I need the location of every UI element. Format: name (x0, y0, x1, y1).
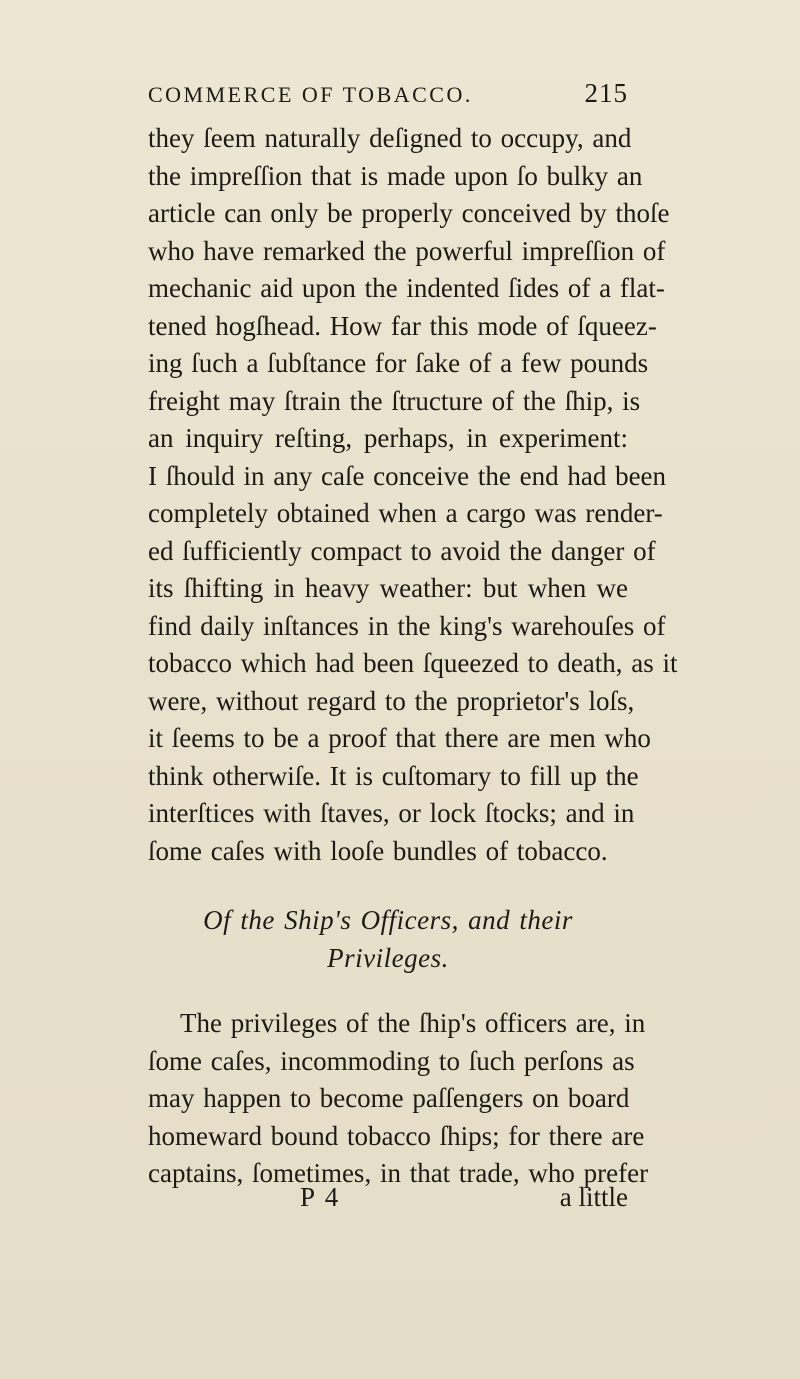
text-line: freight may ſtrain the ſtructure of the ſhip, is (148, 385, 641, 416)
text-line: tened hogſhead. How far this mode of ſqueez- (148, 310, 657, 341)
running-head: COMMERCE OF TOBACCO. (148, 82, 473, 107)
text-line: an inquiry reſting, perhaps, in experiment: (148, 423, 628, 453)
text-line: ſome caſes with looſe bundles of tobacco. (148, 835, 608, 866)
page-header (148, 78, 628, 118)
text-line: they ſeem naturally deſigned to occupy, and (148, 123, 632, 153)
text-line: who have remarked the powerful impreſſion of (148, 235, 666, 266)
signature-mark: P 4 (300, 1182, 341, 1212)
paragraph-2 (148, 1005, 649, 1193)
text-line: ed ſufficiently compact to avoid the danger of (148, 535, 656, 566)
text-line: tobacco which had been ſqueezed to death, as it (148, 648, 678, 678)
text-line: were, without regard to the proprietor's loſs, (148, 685, 635, 716)
text-line: mechanic aid upon the indented ſides of a flat- (148, 273, 665, 303)
section-heading: Of the Ship's Officers, and their Privileges. (203, 905, 573, 973)
text-line: find daily inſtances in the king's warehouſes of (148, 610, 666, 641)
text-line: it ſeems to be a proof that there are men who (148, 723, 651, 753)
text-line: its ſhifting in heavy weather: but when we (148, 573, 628, 603)
text-line: ing ſuch a ſubſtance for ſake of a few pounds (148, 348, 649, 378)
text-line: interſtices with ſtaves, or lock ſtocks; and in (148, 798, 635, 828)
text-line: ſome caſes, incommoding to ſuch perſons as (148, 1045, 635, 1076)
text-line: captains, ſometimes, in that trade, who prefer (148, 1158, 649, 1188)
text-line: The privileges of the ſhip's officers are, in (180, 1008, 646, 1038)
text-line: completely obtained when a cargo was render- (148, 498, 663, 528)
text-line: the impreſſion that is made upon ſo bulky an (148, 160, 643, 191)
page-number: 215 (584, 78, 628, 108)
text-line: may happen to become paſſengers on board (148, 1083, 630, 1113)
text-line: I ſhould in any caſe conceive the end had been (148, 460, 667, 491)
catchword: a little (559, 1182, 628, 1212)
paragraph-1 (148, 120, 678, 870)
text-line: article can only be properly conceived by thoſe (148, 198, 670, 228)
page-footer (148, 1182, 628, 1222)
text-line: homeward bound tobacco ſhips; for there are (148, 1120, 645, 1151)
body-text (148, 120, 678, 1193)
text-line: think otherwiſe. It is cuſtomary to fill up the (148, 760, 639, 791)
